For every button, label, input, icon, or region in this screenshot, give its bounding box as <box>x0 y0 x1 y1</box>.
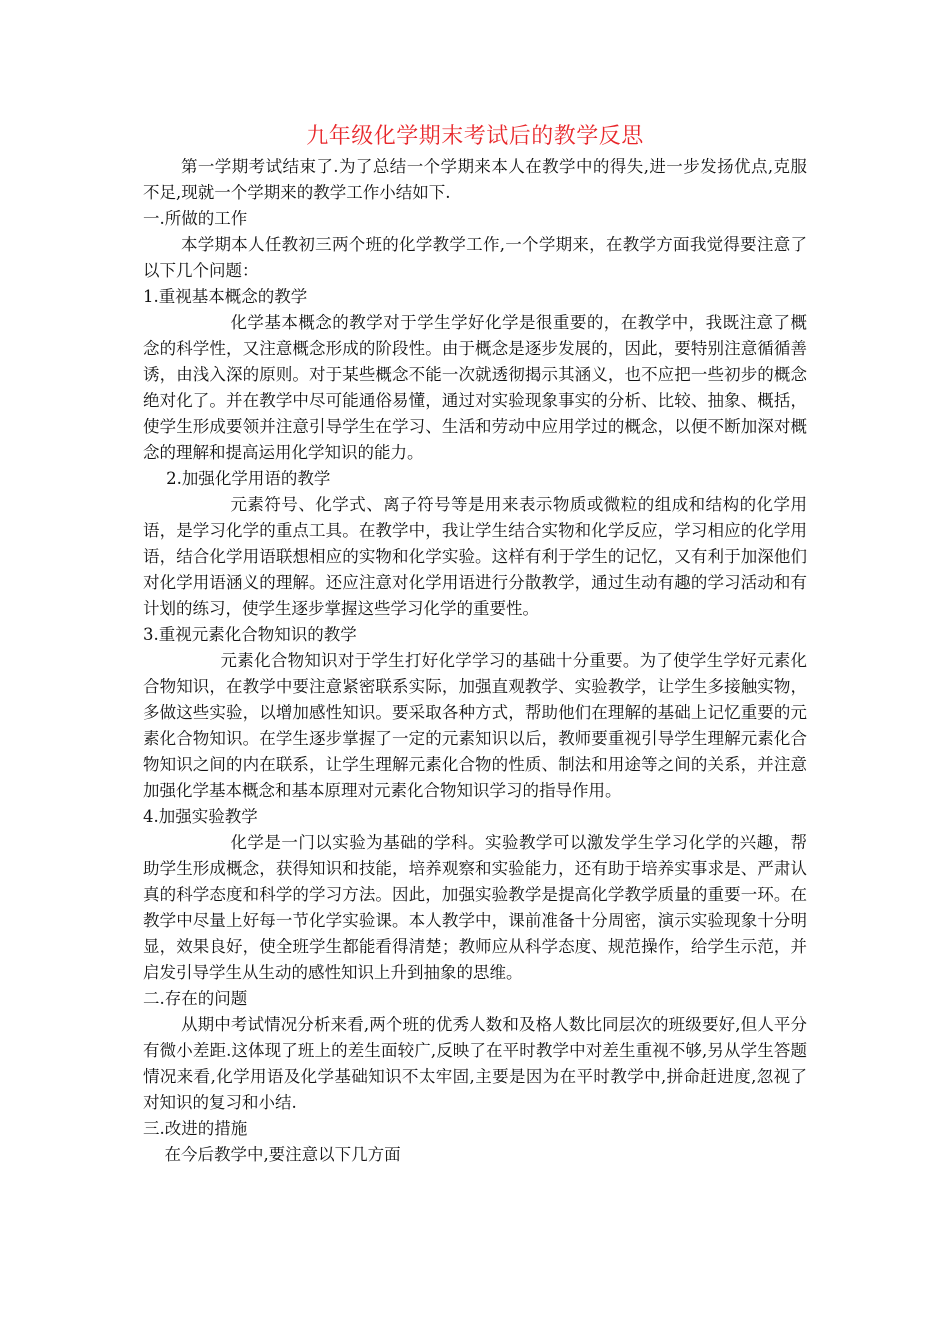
item2-body: 元素符号、化学式、离子符号等是用来表示物质或微粒的组成和结构的化学用语，是学习化学的重点工具。在教学中，我让学生结合实物和化学反应，学习相应的化学用语，结合化学用语联想相应的实物和化学实验。这样有利于学生的记忆，又有利于加深他们对化学用语涵义的理解。还应注意对化学用语进行分散教学，通过生动有趣的学习活动和有计划的练习，使学生逐步掌握这些学习化学的重要性。 <box>143 495 807 618</box>
item1-body: 化学基本概念的教学对于学生学好化学是很重要的，在教学中，我既注意了概念的科学性，又注意概念形成的阶段性。由于概念是逐步发展的，因此，要特别注意循循善诱，由浅入深的原则。对于某些概念不能一次就透彻揭示其涵义，也不应把一些初步的概念绝对化了。并在教学中尽可能通俗易懂，通过对实验现象事实的分析、比较、抽象、概括，使学生形成要领并注意引导学生在学习、生活和劳动中应用学过的概念，以便不断加深对概念的理解和提高运用化学知识的能力。 <box>143 313 807 462</box>
intro-paragraph: 第一学期考试结束了.为了总结一个学期来本人在教学中的得失,进一步发扬优点,克服不足,现就一个学期来的教学工作小结如下. <box>143 157 807 202</box>
section3-body: 在今后教学中,要注意以下几方面 <box>164 1145 401 1164</box>
section2-body: 从期中考试情况分析来看,两个班的优秀人数和及格人数比同层次的班级要好,但人平分有微小差距.这体现了班上的差生面较广,反映了在平时教学中对差生重视不够,另从学生答题情况来看,化学用语及化学基础知识不太牢固,主要是因为在平时教学中,拼命赶进度,忽视了对知识的复习和小结. <box>143 1015 807 1112</box>
item4-body: 化学是一门以实验为基础的学科。实验教学可以激发学生学习化学的兴趣，帮助学生形成概念，获得知识和技能，培养观察和实验能力，还有助于培养实事求是、严肃认真的科学态度和科学的学习方法。因此，加强实验教学是提高化学教学质量的重要一环。在教学中尽量上好每一节化学实验课。本人教学中，课前准备十分周密，演示实验现象十分明显，效果良好，使全班学生都能看得清楚；教师应从科学态度、规范操作，给学生示范，并启发引导学生从生动的感性知识上升到抽象的思维。 <box>143 833 807 982</box>
section1-intro: 本学期本人任教初三两个班的化学教学工作,一个学期来，在教学方面我觉得要注意了以下几个问题： <box>143 235 807 280</box>
item4-heading: 4.加强实验教学 <box>143 807 258 826</box>
section1-heading: 一.所做的工作 <box>143 209 248 228</box>
section3-heading: 三.改进的措施 <box>143 1119 248 1138</box>
item3-body: 元素化合物知识对于学生打好化学学习的基础十分重要。为了使学生学好元素化合物知识，在教学中要注意紧密联系实际，加强直观教学、实验教学，让学生多接触实物，多做这些实验，以增加感性知识。要采取各种方式，帮助他们在理解的基础上记忆重要的元素化合物知识。在学生逐步掌握了一定的元素知识以后，教师要重视引导学生理解元素化合物知识之间的内在联系，让学生理解元素化合物的性质、制法和用途等之间的关系，并注意加强化学基本概念和基本原理对元素化合物知识学习的指导作用。 <box>143 651 807 800</box>
section2-heading: 二.存在的问题 <box>143 989 248 1008</box>
item3-heading: 3.重视元素化合物知识的教学 <box>143 625 357 644</box>
item1-heading: 1.重视基本概念的教学 <box>143 287 308 306</box>
document-title: 九年级化学期末考试后的教学反思 <box>306 124 644 149</box>
item2-heading: 2.加强化学用语的教学 <box>166 469 331 488</box>
document-body <box>143 120 807 1168</box>
